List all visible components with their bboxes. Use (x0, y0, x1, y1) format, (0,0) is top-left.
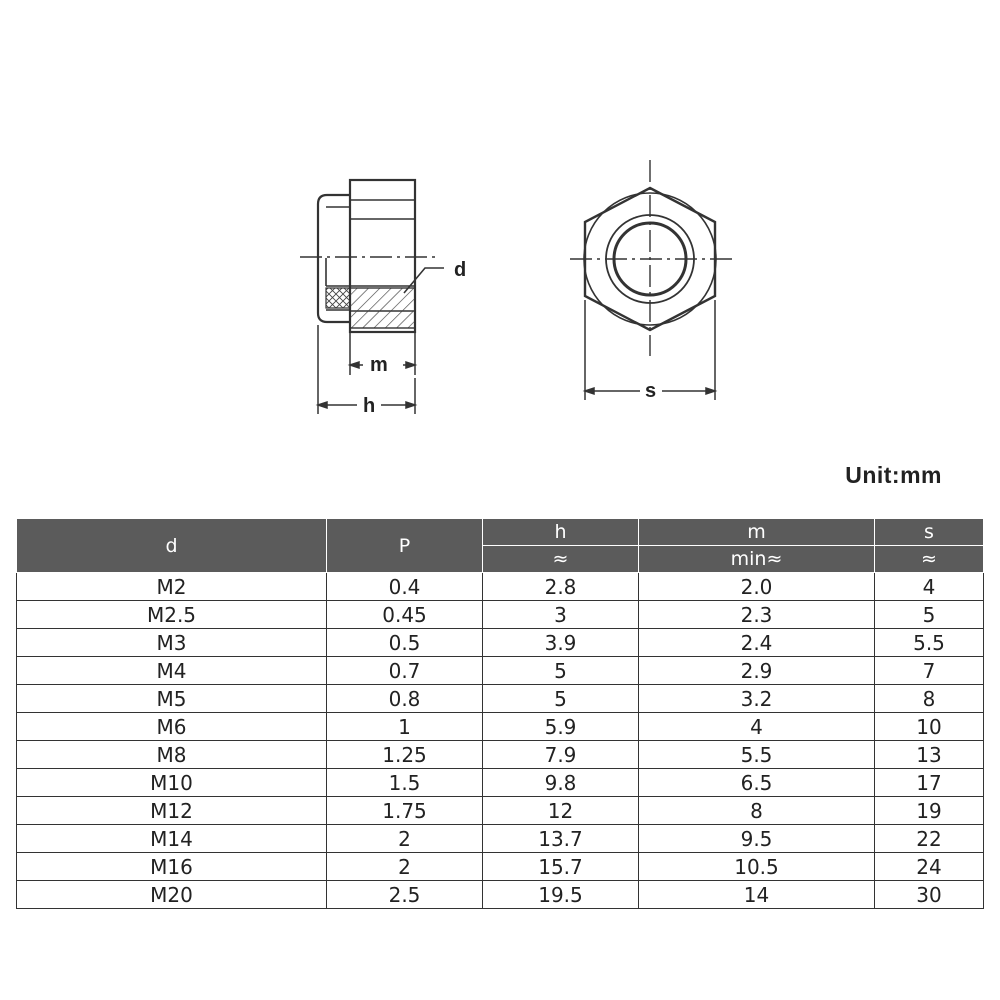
cell-p: 1.75 (327, 797, 483, 825)
cell-h: 13.7 (483, 825, 639, 853)
m-dimension-label: m (370, 354, 388, 376)
cell-d: M14 (17, 825, 327, 853)
cell-h: 7.9 (483, 741, 639, 769)
table-row (17, 657, 984, 685)
cell-d: M10 (17, 769, 327, 797)
cell-d: M2 (17, 573, 327, 601)
unit-label: Unit:mm (845, 462, 942, 488)
cell-d: M16 (17, 853, 327, 881)
cell-m: 8 (639, 797, 875, 825)
cell-s: 24 (875, 853, 984, 881)
cell-p: 0.7 (327, 657, 483, 685)
table-row (17, 881, 984, 909)
table-row (17, 629, 984, 657)
nut-body-section (350, 288, 415, 328)
cell-h: 5.9 (483, 713, 639, 741)
table-row (17, 573, 984, 601)
header-s: s (875, 519, 984, 546)
header-d: d (17, 519, 327, 573)
cell-s: 22 (875, 825, 984, 853)
cell-s: 10 (875, 713, 984, 741)
cell-s: 30 (875, 881, 984, 909)
header-p: P (327, 519, 483, 573)
cell-s: 5 (875, 601, 984, 629)
cell-d: M2.5 (17, 601, 327, 629)
cell-p: 1.25 (327, 741, 483, 769)
table-row (17, 601, 984, 629)
cell-m: 2.0 (639, 573, 875, 601)
cell-m: 3.2 (639, 685, 875, 713)
cell-p: 2 (327, 825, 483, 853)
cell-d: M4 (17, 657, 327, 685)
header-m: m (639, 519, 875, 546)
table-row (17, 713, 984, 741)
cell-p: 0.4 (327, 573, 483, 601)
table-row (17, 853, 984, 881)
cell-s: 13 (875, 741, 984, 769)
header-m-sub: min≈ (639, 546, 875, 573)
cell-h: 3 (483, 601, 639, 629)
cell-p: 1.5 (327, 769, 483, 797)
cell-p: 2 (327, 853, 483, 881)
cell-m: 14 (639, 881, 875, 909)
cell-p: 0.45 (327, 601, 483, 629)
cell-d: M20 (17, 881, 327, 909)
cell-m: 2.4 (639, 629, 875, 657)
nylon-insert-section (326, 288, 350, 308)
nut-spec-table (16, 518, 984, 909)
cell-m: 6.5 (639, 769, 875, 797)
cell-h: 3.9 (483, 629, 639, 657)
cell-m: 2.9 (639, 657, 875, 685)
cell-m: 4 (639, 713, 875, 741)
cell-h: 9.8 (483, 769, 639, 797)
cell-m: 9.5 (639, 825, 875, 853)
cell-d: M6 (17, 713, 327, 741)
cell-s: 8 (875, 685, 984, 713)
header-h-sub: ≈ (483, 546, 639, 573)
cell-s: 5.5 (875, 629, 984, 657)
h-dimension-label: h (363, 395, 376, 417)
cell-h: 12 (483, 797, 639, 825)
cell-d: M3 (17, 629, 327, 657)
header-h: h (483, 519, 639, 546)
table-row (17, 741, 984, 769)
nut-technical-drawing (0, 0, 1000, 460)
cell-d: M12 (17, 797, 327, 825)
cell-s: 17 (875, 769, 984, 797)
table-row (17, 685, 984, 713)
cell-h: 19.5 (483, 881, 639, 909)
cell-d: M5 (17, 685, 327, 713)
table-row (17, 797, 984, 825)
header-s-sub: ≈ (875, 546, 984, 573)
s-dimension-label: s (645, 380, 657, 402)
table-row (17, 769, 984, 797)
cell-d: M8 (17, 741, 327, 769)
cell-p: 0.8 (327, 685, 483, 713)
d-dimension-label: d (454, 259, 467, 281)
cell-h: 2.8 (483, 573, 639, 601)
cell-m: 2.3 (639, 601, 875, 629)
cell-s: 4 (875, 573, 984, 601)
cell-p: 0.5 (327, 629, 483, 657)
cell-m: 5.5 (639, 741, 875, 769)
cell-h: 15.7 (483, 853, 639, 881)
cell-m: 10.5 (639, 853, 875, 881)
cell-s: 7 (875, 657, 984, 685)
cell-p: 2.5 (327, 881, 483, 909)
cell-s: 19 (875, 797, 984, 825)
cell-p: 1 (327, 713, 483, 741)
table-body (17, 573, 984, 909)
cell-h: 5 (483, 657, 639, 685)
cell-h: 5 (483, 685, 639, 713)
table-row (17, 825, 984, 853)
